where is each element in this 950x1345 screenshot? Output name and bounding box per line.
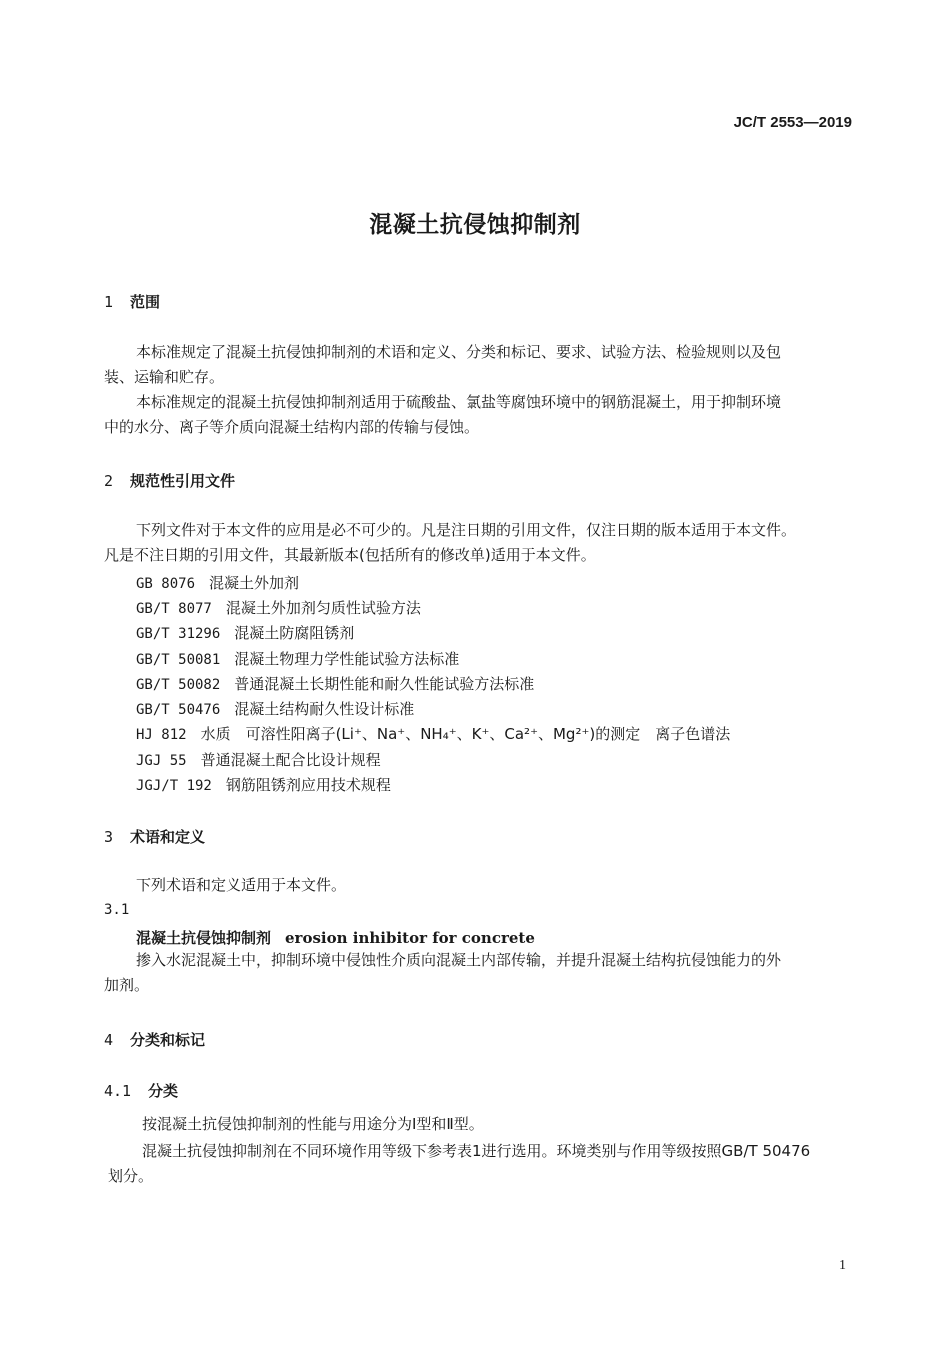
section-4-paragraph-2-line-1: 混凝土抗侵蚀抑制剂在不同环境作用等级下参考表1进行选用。环境类别与作用等级按照GB/T 50476 [142, 1142, 811, 1160]
reference-code: JGJ/T 192 [136, 778, 212, 794]
section-2-heading [104, 470, 235, 491]
subsection-number: 3.1 [104, 902, 130, 918]
reference-name: 普通混凝土配合比设计规程 [200, 751, 381, 769]
reference-item [136, 648, 459, 669]
reference-code: GB 8076 [136, 576, 196, 592]
reference-name: 普通混凝土长期性能和耐久性能试验方法标准 [234, 675, 535, 693]
section-number: 1 [104, 293, 114, 311]
document-title: 混凝土抗侵蚀抑制剂 [369, 212, 581, 238]
section-4-paragraph-1: 按混凝土抗侵蚀抑制剂的性能与用途分为Ⅰ型和Ⅱ型。 [142, 1115, 484, 1133]
reference-item [136, 774, 391, 795]
reference-name: 混凝土物理力学性能试验方法标准 [234, 650, 460, 668]
reference-code: JGJ 55 [136, 753, 187, 769]
term-entry [136, 927, 535, 948]
section-3-intro: 下列术语和定义适用于本文件。 [136, 876, 347, 894]
reference-code: HJ 812 [136, 727, 187, 743]
term-english: erosion inhibitor for concrete [285, 929, 535, 947]
page-number: 1 [839, 1258, 846, 1273]
subsection-title: 分类 [148, 1082, 179, 1100]
section-1-paragraph-1-line-2: 装、运输和贮存。 [104, 368, 225, 386]
term-definition-line-1: 掺入水泥混凝土中，抑制环境中侵蚀性介质向混凝土内部传输，并提升混凝土结构抗侵蚀能力的外 [136, 951, 782, 969]
section-number: 2 [104, 472, 114, 490]
reference-name: 混凝土外加剂 [209, 574, 300, 592]
reference-item [136, 723, 730, 744]
reference-item [136, 749, 381, 770]
reference-name: 混凝土外加剂匀质性试验方法 [225, 599, 421, 617]
reference-item [136, 572, 299, 593]
section-title: 分类和标记 [130, 1031, 206, 1049]
subsection-4-1-heading [104, 1080, 178, 1101]
term-chinese: 混凝土抗侵蚀抑制剂 [136, 929, 272, 947]
section-2-paragraph-line-1: 下列文件对于本文件的应用是必不可少的。凡是注日期的引用文件，仅注日期的版本适用于本文件。 [136, 521, 797, 539]
reference-code: GB/T 50082 [136, 677, 221, 693]
reference-item [136, 597, 421, 618]
subsection-number: 4.1 [104, 1082, 132, 1100]
reference-item [136, 622, 354, 643]
reference-item [136, 698, 414, 719]
section-4-heading [104, 1029, 205, 1050]
reference-code: GB/T 31296 [136, 626, 221, 642]
reference-name: 钢筋阻锈剂应用技术规程 [225, 776, 391, 794]
reference-code: GB/T 8077 [136, 601, 212, 617]
reference-name: 水质 可溶性阳离子(Li⁺、Na⁺、NH₄⁺、K⁺、Ca²⁺、Mg²⁺)的测定 离子色谱法 [200, 725, 731, 743]
section-1-heading [104, 291, 160, 312]
reference-item [136, 673, 534, 694]
section-1-paragraph-2-line-1: 本标准规定的混凝土抗侵蚀抑制剂适用于硫酸盐、氯盐等腐蚀环境中的钢筋混凝土，用于抑制环境 [136, 393, 782, 411]
reference-code: GB/T 50081 [136, 652, 221, 668]
section-title: 范围 [130, 293, 161, 311]
section-4-paragraph-2-line-2: 划分。 [108, 1167, 154, 1185]
section-2-paragraph-line-2: 凡是不注日期的引用文件，其最新版本(包括所有的修改单)适用于本文件。 [104, 546, 596, 564]
section-title: 术语和定义 [130, 828, 206, 846]
reference-name: 混凝土结构耐久性设计标准 [234, 700, 415, 718]
section-1-paragraph-1-line-1: 本标准规定了混凝土抗侵蚀抑制剂的术语和定义、分类和标记、要求、试验方法、检验规则以及包 [136, 343, 782, 361]
reference-name: 混凝土防腐阻锈剂 [234, 624, 355, 642]
term-definition-line-2: 加剂。 [104, 976, 150, 994]
section-3-heading [104, 826, 205, 847]
section-1-paragraph-2-line-2: 中的水分、离子等介质向混凝土结构内部的传输与侵蚀。 [104, 418, 480, 436]
section-title: 规范性引用文件 [130, 472, 236, 490]
section-number: 4 [104, 1031, 114, 1049]
section-number: 3 [104, 828, 114, 846]
reference-code: GB/T 50476 [136, 702, 221, 718]
standard-code: JC/T 2553—2019 [733, 114, 852, 131]
